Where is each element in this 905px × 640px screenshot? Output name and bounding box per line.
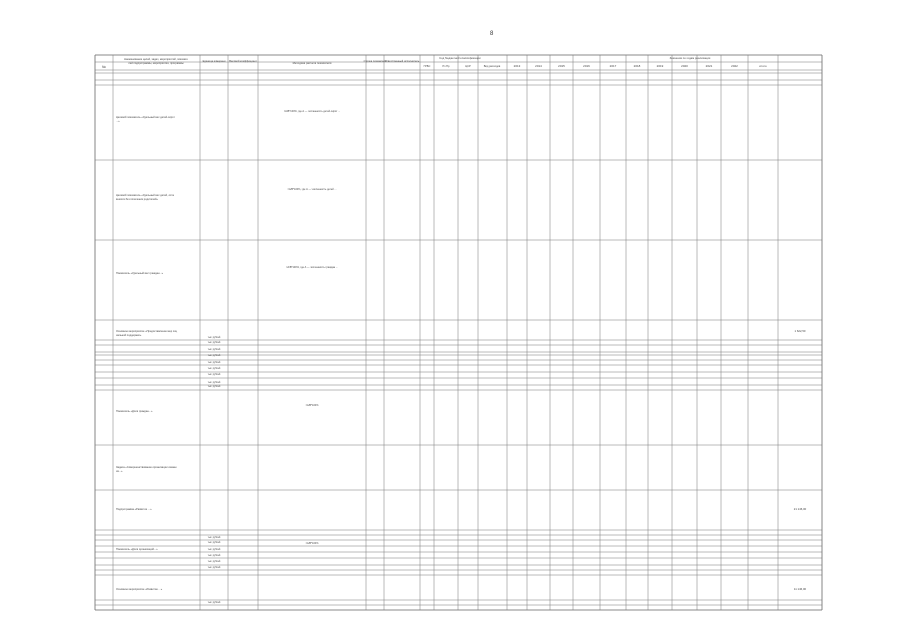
row-method-2: =А/В*100%, где А — численность граждан ...	[286, 266, 338, 269]
header-year-4: 2017	[609, 64, 617, 68]
header-sub-3: Вид расходов	[483, 65, 501, 68]
header-year-5: 2018	[633, 64, 641, 68]
page-number: 8	[490, 31, 494, 37]
header-weight: Весовой коэффициент	[229, 60, 257, 63]
unit-3: тыс. рублей	[207, 355, 221, 357]
unit-9: тыс. рублей	[207, 537, 221, 539]
unit-0: тыс. рублей	[207, 337, 221, 339]
header-responsible: Ответственный исполнитель	[384, 60, 420, 63]
unit-11: тыс. рублей	[207, 549, 221, 551]
unit-4: тыс. рублей	[207, 362, 221, 364]
unit-10: тыс. рублей	[207, 542, 221, 544]
row-name-8: Основное мероприятие «Развитие ...»	[116, 588, 163, 591]
header-year-3: 2016	[583, 64, 590, 68]
header-year-6: 2019	[656, 64, 664, 68]
unit-2: тыс. рублей	[207, 349, 221, 351]
header-year-9: 2022	[731, 64, 738, 68]
unit-13: тыс. рублей	[207, 561, 221, 563]
header-group: Код бюджетной классификации	[439, 56, 481, 60]
unit-12: тыс. рублей	[207, 555, 221, 557]
row-name-5-b: ия...»	[116, 470, 123, 473]
header-sub-1: Рз Пр	[442, 65, 450, 68]
header-year-7: 2020	[681, 64, 688, 68]
row-total-6: 21 146,00	[793, 507, 807, 511]
header-sub-0: ГРБС	[423, 65, 431, 68]
row-total-3: 1 622,50	[794, 329, 806, 333]
row-method-4: =А/В*100%	[305, 404, 319, 407]
header-year-1: 2014	[535, 64, 542, 68]
unit-6: тыс. рублей	[207, 374, 221, 376]
unit-14: тыс. рублей	[207, 567, 221, 569]
header-mark: Строка показателя	[363, 60, 387, 63]
header-sub-2: ЦСР	[465, 65, 471, 68]
row-name-5: Задача «Совершенствование организации оказан	[116, 466, 177, 469]
row-name-3-b: иальной поддержки»	[116, 334, 142, 337]
row-name-0-b: ...»	[116, 120, 120, 123]
row-total-8: 11 146,00	[793, 587, 807, 591]
row-name-7: Показатель «Доля организаций...»	[116, 548, 158, 551]
header-year-10: итого	[759, 64, 767, 68]
row-name-0: Целевой показатель «Удельный вес детей-сирот	[116, 116, 175, 119]
header-name-2: лей подпрограммы, мероприятия, программы	[128, 62, 184, 65]
header-year-0: 2013	[513, 64, 521, 68]
row-name-1-b: вшихся без попечения родителей»	[116, 198, 158, 201]
row-method-0: =А/В*100%, где А — численность детей-сирот ...	[283, 110, 341, 113]
header-num: №	[102, 65, 106, 69]
unit-15: тыс. рублей	[207, 602, 221, 604]
header-method: Методика расчета показателя	[292, 61, 332, 65]
row-name-4: Показатель «Доля граждан...»	[116, 410, 153, 413]
row-name-6: Подпрограмма «Развитие ...»	[116, 508, 152, 511]
unit-5: тыс. рублей	[207, 368, 221, 370]
header-period: Значения по годам реализации	[669, 56, 711, 60]
header-year-2: 2015	[558, 64, 565, 68]
header-unit: Единица измерени	[202, 60, 226, 63]
header-year-8: 2021	[705, 64, 713, 68]
row-method-7: =А/В*100%	[305, 542, 319, 545]
unit-1: тыс. рублей	[207, 342, 221, 344]
row-name-3: Основное мероприятие «Предоставление мер соц	[116, 330, 178, 333]
row-method-1: =А/В*100%, где А — численность детей ...	[287, 188, 337, 191]
header-name: Наименование целей, задач, мероприятий, показате	[124, 58, 188, 61]
row-name-1: Целевой показатель «Удельный вес детей, оста	[116, 194, 174, 197]
row-name-2: Показатель «Удельный вес граждан...»	[116, 272, 164, 275]
unit-7: тыс. рублей	[207, 382, 221, 384]
unit-8: тыс. рублей	[207, 386, 221, 388]
